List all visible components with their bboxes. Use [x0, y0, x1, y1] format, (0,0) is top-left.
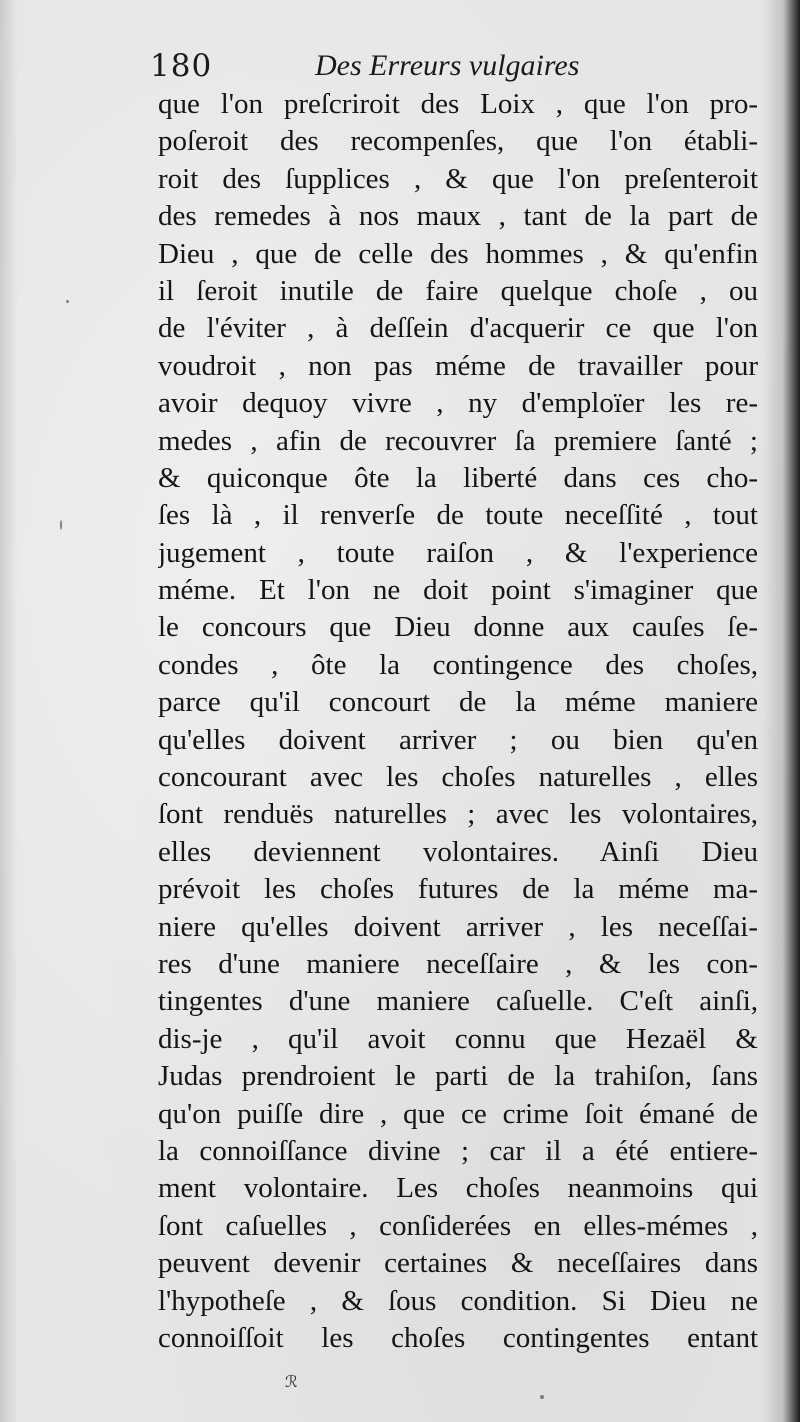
text-line: concourant avec les choſes naturelles , elles — [158, 761, 758, 794]
text-line: res d'une maniere neceſſaire , & les con- — [158, 947, 758, 980]
running-head — [150, 44, 650, 88]
text-line: le concours que Dieu donne aux cauſes ſe- — [158, 611, 758, 644]
text-line: ment volontaire. Les choſes neanmoins qui — [158, 1172, 758, 1205]
text-line: des remedes à nos maux , tant de la part de — [158, 200, 758, 233]
text-line: condes , ôte la contingence des choſes, — [158, 648, 758, 681]
text-line: l'hypotheſe , & ſous condition. Si Dieu ne — [158, 1284, 758, 1317]
text-line: de l'éviter , à deſſein d'acquerir ce que l'on — [158, 312, 758, 345]
text-line: avoir dequoy vivre , ny d'emploïer les re- — [158, 387, 758, 420]
text-line: & quiconque ôte la liberté dans ces cho- — [158, 461, 758, 494]
text-line: prévoit les choſes futures de la méme ma- — [158, 873, 758, 906]
ink-speck — [60, 520, 62, 530]
text-line: elles deviennent volontaires. Ainſi Dieu — [158, 835, 758, 868]
text-line: Dieu , que de celle des hommes , & qu'enfin — [158, 237, 758, 270]
text-line: parce qu'il concourt de la méme maniere — [158, 686, 758, 719]
text-line: qu'elles doivent arriver ; ou bien qu'en — [158, 723, 758, 756]
text-line: qu'on puiſſe dire , que ce crime ſoit émané de — [158, 1097, 758, 1130]
page-gutter-shadow — [762, 0, 800, 1422]
text-line: roit des ſupplices , & que l'on preſenteroit — [158, 162, 758, 195]
text-line: méme. Et l'on ne doit point s'imaginer que — [158, 574, 758, 607]
ink-speck — [540, 1395, 544, 1399]
text-line: ſont caſuelles , conſiderées en elles-mémes , — [158, 1209, 758, 1242]
page-number: 180 — [150, 48, 213, 84]
text-line: ſes là , il renverſe de toute neceſſité , tout — [158, 499, 758, 532]
text-line: niere qu'elles doivent arriver , les neceſſai- — [158, 910, 758, 943]
text-line: que l'on preſcriroit des Loix , que l'on pro- — [158, 88, 758, 120]
text-line: la connoiſſance divine ; car il a été entiere- — [158, 1134, 758, 1167]
text-line: medes , afin de recouvrer ſa premiere ſanté ; — [158, 424, 758, 457]
text-line: jugement , toute raiſon , & l'experience — [158, 536, 758, 569]
text-line: Judas prendroient le parti de la trahiſon, ſans — [158, 1060, 758, 1093]
text-line: il ſeroit inutile de faire quelque choſe , ou — [158, 274, 758, 307]
text-line: voudroit , non pas méme de travailler pour — [158, 349, 758, 382]
text-line: peuvent devenir certaines & neceſſaires dans — [158, 1247, 758, 1280]
text-line: dis-je , qu'il avoit connu que Hezaël & — [158, 1022, 758, 1055]
text-line: poſeroit des recompenſes, que l'on établi- — [158, 125, 758, 158]
ink-speck — [66, 300, 69, 303]
text-line: tingentes d'une maniere caſuelle. C'eſt ainſi, — [158, 985, 758, 1018]
footer-mark: ℛ — [285, 1372, 298, 1391]
text-line: connoiſſoit les choſes contingentes entant — [158, 1321, 758, 1354]
running-title: Des Erreurs vulgaires — [315, 49, 580, 82]
text-line: ſont renduës naturelles ; avec les volontaires, — [158, 798, 758, 831]
page-left-shadow — [0, 0, 18, 1422]
body-text — [158, 86, 758, 1357]
